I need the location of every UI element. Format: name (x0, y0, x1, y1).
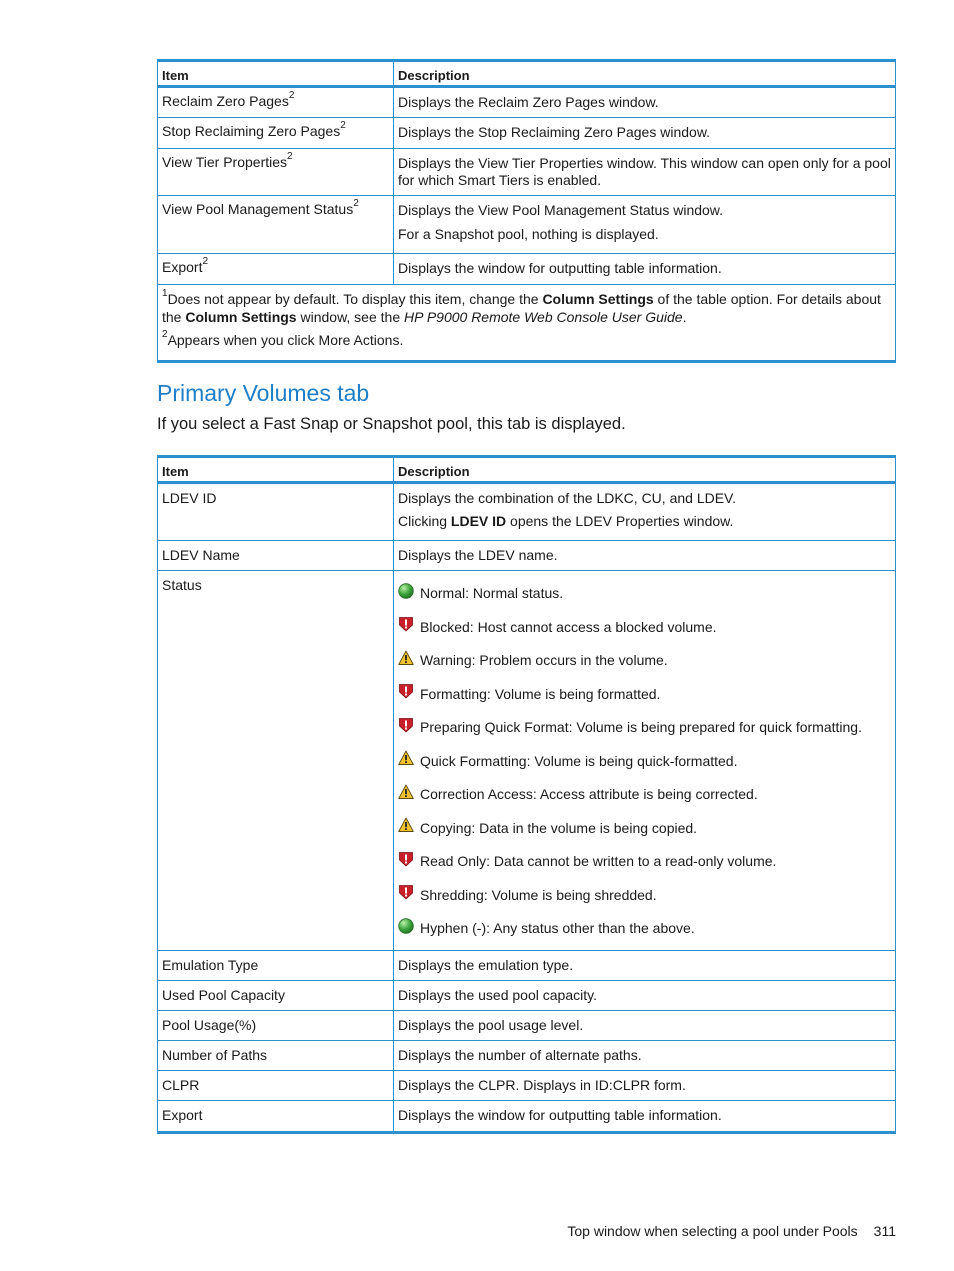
primary-volumes-table (157, 455, 896, 1134)
error-status-icon (398, 884, 414, 900)
error-status-icon (398, 851, 414, 867)
status-entry (398, 812, 891, 846)
item-cell: CLPR (158, 1071, 394, 1101)
footnotes-cell (158, 285, 896, 362)
status-entry-text: Preparing Quick Format: Volume is being prepared for quick formatting. (420, 719, 862, 736)
description-cell: Displays the window for outputting table information. (394, 1101, 896, 1133)
footnote-1: $^1$Does not appear by default. To display this item, change the Column Settings of the table option. For details about the Column Settings window, see the HP P9000 Remote Web Console User Guide. (162, 288, 881, 325)
item-cell: Export$^2$ (158, 254, 394, 285)
status-row (158, 571, 896, 951)
status-entry (398, 577, 891, 611)
table-row (158, 483, 896, 541)
status-entry (398, 644, 891, 678)
description-cell: Displays the LDEV name. (394, 541, 896, 571)
description-cell: Displays the Reclaim Zero Pages window. (394, 87, 896, 118)
table-row (158, 1041, 896, 1071)
more-actions-table (157, 59, 896, 363)
error-status-icon (398, 616, 414, 632)
item-cell: Stop Reclaiming Zero Pages$^2$ (158, 118, 394, 149)
table-row (158, 149, 896, 196)
section-intro: If you select a Fast Snap or Snapshot pool, this tab is displayed. (157, 415, 626, 433)
status-entry-text: Correction Access: Access attribute is being corrected. (420, 786, 758, 803)
item-cell: Pool Usage(%) (158, 1011, 394, 1041)
status-entry (398, 678, 891, 712)
status-entry (398, 611, 891, 645)
header-item: Item (158, 61, 394, 87)
header-description: Description (394, 457, 896, 483)
table-row (158, 1101, 896, 1133)
error-status-icon (398, 683, 414, 699)
table-row (158, 951, 896, 981)
status-entry (398, 745, 891, 779)
warning-status-icon (398, 817, 414, 833)
item-cell: Status (158, 571, 394, 951)
status-entry (398, 879, 891, 913)
header-item: Item (158, 457, 394, 483)
table-row (158, 981, 896, 1011)
table-row (158, 1011, 896, 1041)
description-cell: Displays the View Tier Properties window. This window can open only for a pool for which Smart Tiers is enabled. (394, 149, 896, 196)
status-entry-text: Blocked: Host cannot access a blocked volume. (420, 618, 717, 635)
description-cell: Displays the used pool capacity. (394, 981, 896, 1011)
status-entry (398, 912, 891, 946)
warning-status-icon (398, 784, 414, 800)
description-cell: Displays the number of alternate paths. (394, 1041, 896, 1071)
item-cell: LDEV Name (158, 541, 394, 571)
status-entry (398, 711, 891, 745)
item-cell: Export (158, 1101, 394, 1133)
description-cell: Displays the pool usage level. (394, 1011, 896, 1041)
status-entry-text: Read Only: Data cannot be written to a read-only volume. (420, 853, 777, 870)
description-cell: Displays the View Pool Management Status window. For a Snapshot pool, nothing is displayed. (394, 196, 896, 254)
description-cell: Displays the window for outputting table information. (394, 254, 896, 285)
item-cell: View Tier Properties$^2$ (158, 149, 394, 196)
table-header-row (158, 61, 896, 87)
table-header-row (158, 457, 896, 483)
running-footer: Top window when selecting a pool under Pools (567, 1223, 858, 1239)
page-footer (567, 1222, 896, 1240)
error-status-icon (398, 717, 414, 733)
item-cell: Number of Paths (158, 1041, 394, 1071)
warning-status-icon (398, 750, 414, 766)
status-entry-text: Warning: Problem occurs in the volume. (420, 652, 668, 669)
table-row (158, 196, 896, 254)
status-entry (398, 845, 891, 879)
status-entry-text: Hyphen (-): Any status other than the above. (420, 920, 695, 937)
description-cell: Displays the CLPR. Displays in ID:CLPR form. (394, 1071, 896, 1101)
footnotes-row (158, 285, 896, 362)
table-row (158, 541, 896, 571)
section-title: Primary Volumes tab (157, 380, 370, 406)
header-description: Description (394, 61, 896, 87)
footnote-2: $^2$Appears when you click More Actions. (162, 329, 404, 348)
description-cell: Displays the emulation type. (394, 951, 896, 981)
page-number: 311 (873, 1223, 896, 1239)
status-entry-text: Quick Formatting: Volume is being quick-formatted. (420, 752, 738, 769)
item-cell: View Pool Management Status$^2$ (158, 196, 394, 254)
normal-status-icon (398, 583, 414, 599)
item-cell: Reclaim Zero Pages$^2$ (158, 87, 394, 118)
normal-status-icon (398, 918, 414, 934)
description-cell: Displays the Stop Reclaiming Zero Pages window. (394, 118, 896, 149)
description-cell: Displays the combination of the LDKC, CU, and LDEV. Clicking LDEV ID opens the LDEV Properties window. (394, 483, 896, 541)
warning-status-icon (398, 650, 414, 666)
status-entry-text: Formatting: Volume is being formatted. (420, 685, 661, 702)
table-row (158, 87, 896, 118)
table-row (158, 118, 896, 149)
table-row (158, 254, 896, 285)
status-entry-text: Copying: Data in the volume is being copied. (420, 819, 698, 836)
status-entry-text: Shredding: Volume is being shredded. (420, 886, 657, 903)
item-cell: LDEV ID (158, 483, 394, 541)
item-cell: Emulation Type (158, 951, 394, 981)
status-entry-text: Normal: Normal status. (420, 585, 564, 602)
status-entry (398, 778, 891, 812)
status-list (398, 577, 891, 946)
table-row (158, 1071, 896, 1101)
item-cell: Used Pool Capacity (158, 981, 394, 1011)
status-description-cell (394, 571, 896, 951)
